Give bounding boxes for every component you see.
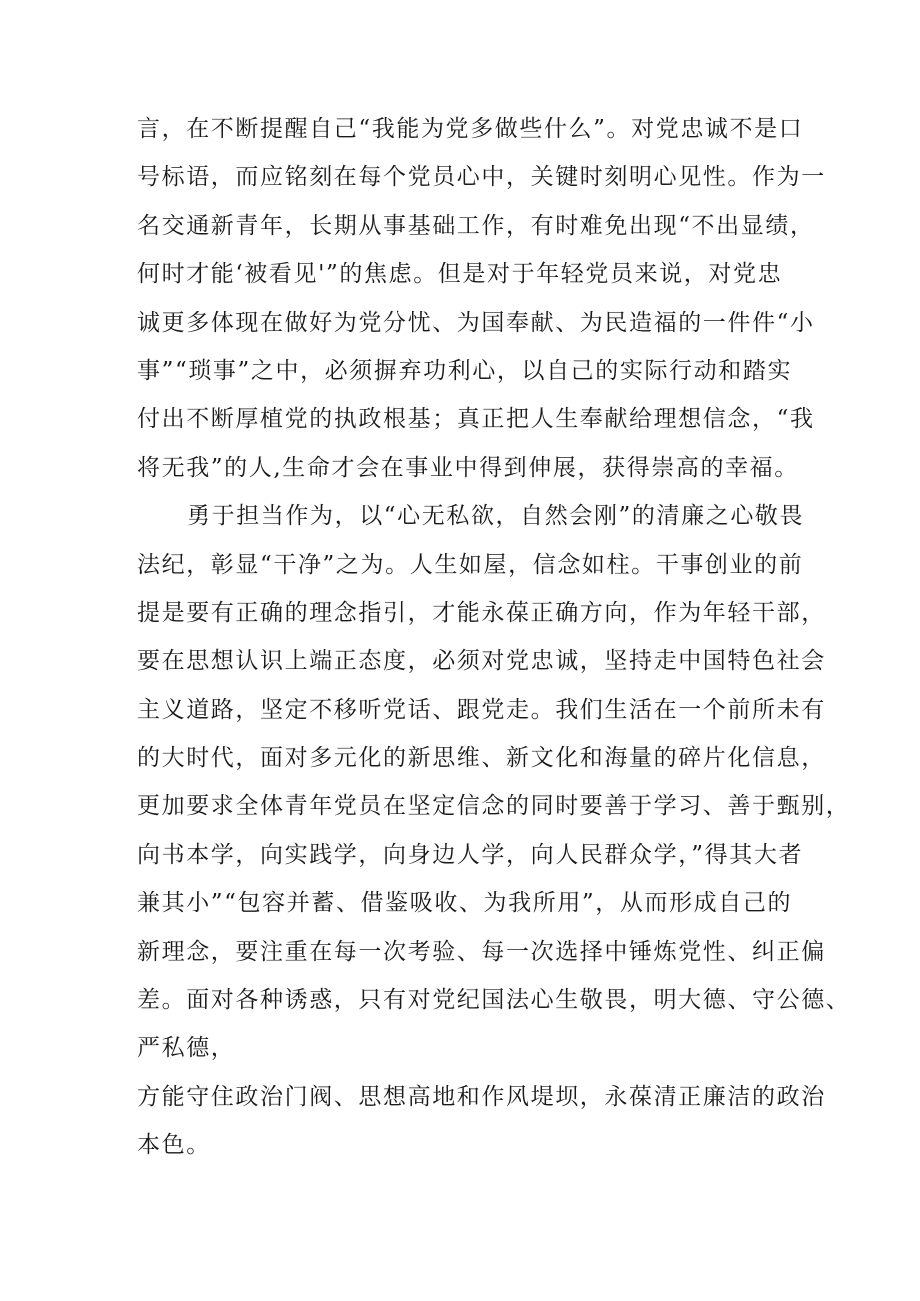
paragraph-1 (137, 105, 826, 492)
text-line: 本色。 (137, 1132, 211, 1159)
text-line: 新理念，要注重在每一次考验、每一次选择中锤炼党性、纠正偏 (137, 938, 826, 965)
text-line: 事”“琐事”之中，必须摒弃功利心，以自己的实际行动和踏实 (137, 357, 793, 384)
text-line: 何时才能‘被看见'”的焦虑。但是对于年轻党员来说，对党忠 (137, 261, 783, 288)
text-line: 法纪，彰显“干净”之为。人生如屋，信念如柱。干事创业的前 (137, 551, 804, 578)
text-line: 的大时代，面对多元化的新思维、新文化和海量的碎片化信息， (137, 745, 826, 772)
text-line: 提是要有正确的理念指引，才能永葆正确方向，作为年轻干部， (137, 599, 826, 626)
text-line: 号标语，而应铭刻在每个党员心中，关键时刻明心见性。作为一 (137, 164, 826, 191)
text-line: 严私德， (137, 1035, 236, 1062)
text-line: 将无我”的人,生命才会在事业中得到伸展，获得崇高的幸福。 (137, 454, 799, 481)
paragraph-2 (137, 492, 851, 1073)
text-line: 向书本学，向实践学，向身边人学，向人民群众学，”得其大者 (137, 841, 804, 868)
text-line: 付出不断厚植党的执政根基；真正把人生奉献给理想信念，“我 (137, 406, 815, 433)
text-line: 方能守住政治门阀、思想高地和作风堤坝，永葆清正廉洁的政治 (137, 1083, 826, 1110)
text-line: 名交通新青年，长期从事基础工作，有时难免出现“不出显绩， (137, 212, 815, 239)
text-line-indented: 勇于担当作为，以“心无私欲，自然会刚”的清廉之心敬畏 (187, 503, 805, 530)
text-line: 要在思想认识上端正态度，必须对党忠诚，坚持走中国特色社会 (137, 648, 826, 675)
text-line: 兼其小”“包容并蓄、借鉴吸收、为我所用”，从而形成自己的 (137, 890, 793, 917)
text-line: 更加要求全体青年党员在坚定信念的同时要善于学习、善于甄别， (137, 793, 851, 820)
text-line: 主义道路，坚定不移听党话、跟党走。我们生活在一个前所未有 (137, 696, 826, 723)
text-line: 差。面对各种诱惑，只有对党纪国法心生敬畏，明大德、守公德、 (137, 987, 851, 1014)
document-body (137, 105, 851, 1170)
text-line: 诚更多体现在做好为党分忧、为国奉献、为民造福的一件件“小 (137, 309, 815, 336)
paragraph-3 (137, 1073, 826, 1170)
text-line: 言，在不断提醒自己“我能为党多做些什么”。对党忠诚不是口 (137, 116, 804, 142)
